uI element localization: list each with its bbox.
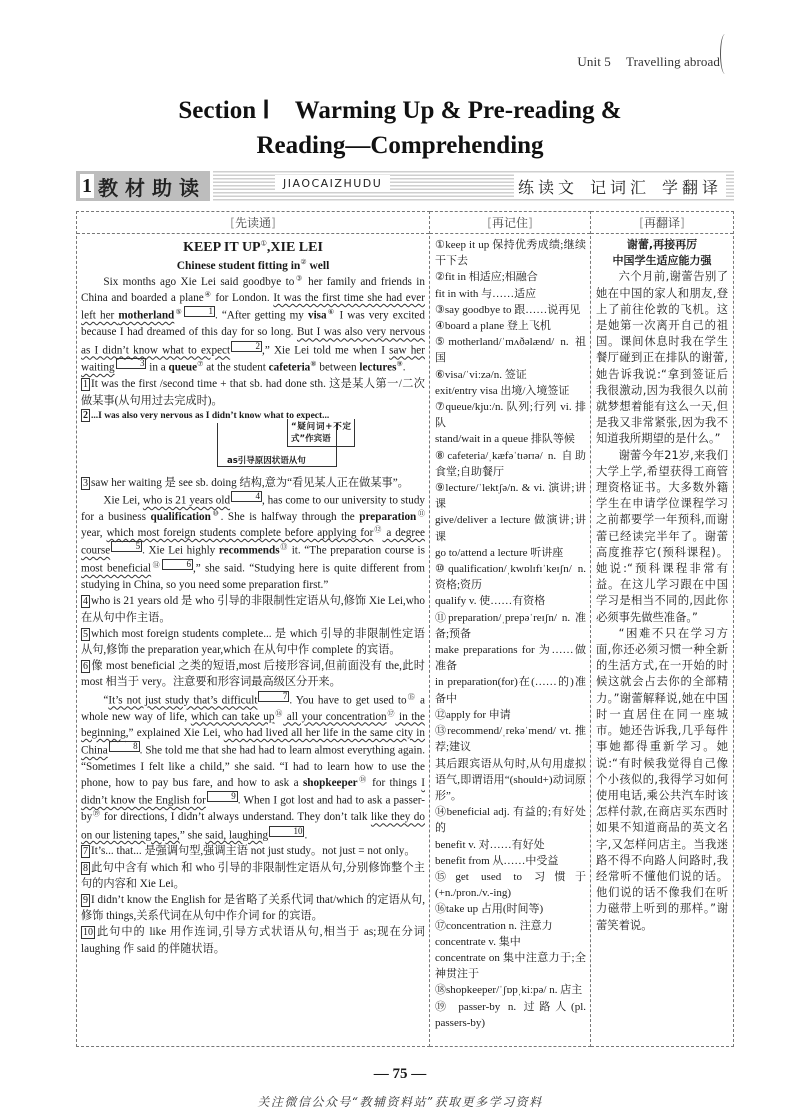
banner-stripes: [213, 171, 734, 201]
vocab-item: ⑯take up 占用(时间等): [435, 903, 544, 916]
unit-label: Unit 5: [577, 54, 611, 69]
translation-body: [591, 234, 733, 934]
vocab-item: benefit v. 对……有好处: [435, 838, 545, 851]
translation-panel: [591, 211, 734, 1047]
vocab-item: ⑫apply for 申请: [435, 708, 511, 721]
unit-title: Travelling abroad: [625, 54, 720, 69]
banner-number: 1: [82, 174, 92, 197]
vocab-item: exit/entry visa 出境/入境签证: [435, 384, 570, 397]
vocab-item: go to/attend a lecture 听讲座: [435, 546, 564, 559]
slogan-item: 学翻译: [661, 177, 722, 197]
vocab-item: give/deliver a lecture 做演讲;讲课: [435, 514, 586, 543]
diagram-label-as: as引导原因状语从句: [227, 455, 306, 466]
translation-title: 谢蕾,再接再厉: [626, 238, 698, 251]
vocab-item: fit in with 与……适应: [435, 287, 537, 300]
section-banner: [76, 171, 734, 201]
vocab-item: ⑬recommend/ˌrekəˈmend/ vt. 推荐;建议: [435, 725, 586, 754]
running-header: [577, 54, 720, 70]
vocab-item: ②fit in 相适应;相融合: [435, 271, 538, 284]
banner-pinyin: JIAOCAIZHUDU: [275, 175, 390, 191]
page-title-line1: Section Ⅰ Warming Up & Pre-reading &: [178, 97, 622, 124]
grammar-note-6: 6 像 most beneficial 之类的短语,most 后接形容词,但前面没有 the,此时 most 相当于 very。注意要和形容词最高级区分开来。: [81, 660, 425, 689]
article-subtitle: Chinese student fitting in② well: [176, 258, 330, 272]
grammar-note-5: 5 which most foreign students complete... 是 which 引导的非限制性定语从句,修饰 the preparation year,which 在从句中作 complete 的宾语。: [81, 627, 425, 657]
header-bracket-decoration: [720, 34, 730, 74]
paragraph-2: Xie Lei, who is 21 years old 4 , has come to our university to study for a business qualification⑩. She is halfway through the preparation⑪ year, which most foreign students complete before applying for⑫ a degree course 5 . Xie Lei highly recommends⑬ it. “The preparation course is most beneficial⑭ 6 ,” she said. “Studying here is quite different from studying in China, so you need some preparation first.”: [81, 491, 426, 592]
vocab-item: 其后跟宾语从句时,从句用虚拟语气,即谓语用“(should+)动词原形”。: [435, 757, 586, 802]
translation-paragraph: 六个月前,谢蕾告别了她在中国的家人和朋友,登上了前往伦敦的飞机。这是她第一次离开自己的祖国。课间休息时我在学生餐厅碰到正在排队的谢蕾,她告诉我说:“拿到签证后我很激动,因为我很久以前就梦想着能有这么一天,但是我又非常紧张,因为我不知道我所期望的是什么。”: [596, 270, 728, 446]
vocab-item: ⑰concentration n. 注意力: [435, 919, 553, 932]
vocabulary-list: [430, 234, 590, 1031]
vocab-item: ⑥visa/ˈviːzə/n. 签证: [435, 368, 527, 381]
grammar-note-10: 10 此句中的 like 用作连词,引导方式状语从句,相当于 as;现在分词 laughing 作 said 的伴随状语。: [81, 926, 425, 955]
grammar-note-3: 3 saw her waiting 是 see sb. doing 结构,意为“看见某人正在做某事”。: [83, 476, 409, 489]
paragraph-3: “It’s not just study that’s difficult 7 . You have to get used to⑮ a whole new way of life, which can take up⑯ all your concentration⑰ in the beginning,” explained Xie Lei, who had lived all her life in the same city in China 8 . She told me that she had had to learn almost everything again. “Sometimes I felt like a child,” she said. “I had to learn how to use the phone, how to pay bus fare, and how to ask a shopkeeper⑱ for things I didn’t know the English for 9 . When I got lost and had to ask a passer-by⑲ for directions, I didn’t always understand. They don’t talk like they do on our listening tapes,” she said, laughing 10 .: [81, 690, 426, 842]
paragraph-1: Six months ago Xie Lei said goodbye to③ her family and friends in China and boarded a plane④ for London. It was the first time she had ever left her motherland⑤ 1 . “After getting my visa⑥ I was very excited because I had dreamed of this day for so long. But I was also very nervous as I didn’t know what to expect 2 ,” Xie Lei told me when I saw her waiting 3 in a queue⑦ at the student cafeteria⑧ between lectures⑨.: [81, 274, 426, 375]
diagram-label-wh-inf: “疑问词+不定式”作宾语: [287, 419, 355, 447]
vocab-item: ⑩qualification/ˌkwɒlɪfɪˈkeɪʃn/ n. 资格;资历: [435, 563, 586, 592]
page-number: — 75 —: [373, 1066, 427, 1082]
vocabulary-panel: [430, 211, 591, 1047]
vocab-item: stand/wait in a queue 排队等候: [435, 433, 575, 446]
vocab-item: in preparation(for)在(……的)准备中: [435, 676, 586, 705]
vocab-item: ⑲ passer-by n. 过路人(pl. passers-by): [435, 1000, 586, 1029]
vocab-item: qualify v. 使……有资格: [435, 595, 546, 608]
grammar-note-7: 7 It’s... that... 是强调句型,强调主语 not just study。not just = not only。: [83, 845, 416, 858]
vocab-item: benefit from 从……中受益: [435, 854, 559, 867]
translation-paragraph: “困难不只在学习方面,你还必须习惯一种全新的生活方式,在一开始的时候这就会占去你的全部精力。”谢蕾解释说,她在中国时一直居住在同一座城市。她还告诉我,几乎每件事她都得重新学习。她说:“有时候我觉得自己像个小孩似的,我得学习如何使用电话,乘公共汽车时该怎样付款,在商店买东西时如果不知道商品的英文名字,又怎样问店主。当我迷路不得不向路人问路时,我经常听不懂他们说的话。他们说的话不像我们在听力磁带上听到的那样。”谢蕾笑着说。: [596, 626, 728, 932]
slogan-item: 记词汇: [589, 177, 650, 197]
translation-paragraph: 谢蕾今年21岁,来我们大学上学,希望获得工商管理资格证书。大多数外籍学生在申请学位课程学习之前都要学一年预科,而谢蕾已经读完半年了。谢蕾高度推荐它(预科课程)。她说:“预科课程非常有益。在这儿学习跟在中国学习是相当不同的,因此你必须事先做些准备。”: [596, 448, 728, 624]
banner-slogan: [514, 174, 726, 198]
vocab-item: ⑮get used to 习惯于(+n./pron./v.-ing): [435, 870, 586, 900]
page-title-line2: Reading—Comprehending: [256, 132, 544, 159]
vocab-item: ⑭beneficial adj. 有益的;有好处的: [435, 806, 586, 835]
panel-heading-read: [先读通]: [77, 212, 429, 234]
reading-panel: [76, 211, 430, 1047]
vocab-item: ⑪preparation/ˌprepəˈreɪʃn/ n. 准备;预备: [435, 611, 586, 640]
grammar-note-1: 1 It was the first /second time + that sb. had done sth. 这是某人第一/二次做某事(从句用过去完成时)。: [81, 378, 425, 407]
vocab-item: ⑱shopkeeper/ˈʃɒpˌkiːpə/ n. 店主: [435, 984, 583, 997]
grammar-note-2-diagram: 2 ...I was also very nervous as I didn’t know what to expect... as引导原因状语从句 “疑问词+不定式”作宾语: [81, 409, 425, 475]
reading-body: [77, 234, 429, 957]
vocab-item: ⑧cafeteria/ˌkæfəˈtɪərɪə/ n. 自助食堂;自助餐厅: [435, 449, 586, 478]
vocab-item: ⑤motherland/ˈmʌðəlænd/ n. 祖国: [435, 336, 586, 365]
vocab-item: ⑨lecture/ˈlektʃə/n. & vi. 演讲;讲课: [435, 482, 586, 511]
article-title: KEEP IT UP①,XIE LEI: [183, 239, 323, 255]
footer-note: 关注微信公众号“教辅资料站”获取更多学习资料: [257, 1095, 543, 1109]
translation-subtitle: 中国学生适应能力强: [612, 254, 712, 268]
banner-label-block: [76, 171, 210, 201]
vocab-item: concentrate on 集中注意力于;全神贯注于: [435, 951, 586, 981]
grammar-note-8: 8 此句中含有 which 和 who 引导的非限制性定语从句,分别修饰整个主句的内容和 Xie Lei。: [81, 861, 425, 890]
banner-label: 教材助读: [98, 175, 206, 200]
slogan-item: 练读文: [517, 177, 578, 197]
vocab-item: ③say goodbye to 跟……说再见: [435, 303, 581, 316]
panel-heading-vocab: [再记住]: [430, 212, 590, 234]
vocab-item: make preparations for 为……做准备: [435, 644, 586, 673]
grammar-note-9: 9 I didn’t know the English for 是省略了关系代词 that/which 的定语从句,修饰 things,关系代词在从句中作介词 for 的宾语。: [81, 894, 425, 923]
vocab-item: ④board a plane 登上飞机: [435, 320, 551, 333]
vocab-item: ①keep it up 保持优秀成绩;继续干下去: [435, 239, 586, 268]
vocab-item: concentrate v. 集中: [435, 935, 521, 948]
vocab-item: ⑦queue/kjuː/n. 队列;行列 vi. 排队: [435, 401, 586, 430]
grammar-note-4: 4 who is 21 years old 是 who 引导的非限制性定语从句,修饰 Xie Lei,who 在从句中作主语。: [81, 595, 425, 624]
panel-heading-trans: [再翻译]: [591, 212, 733, 234]
